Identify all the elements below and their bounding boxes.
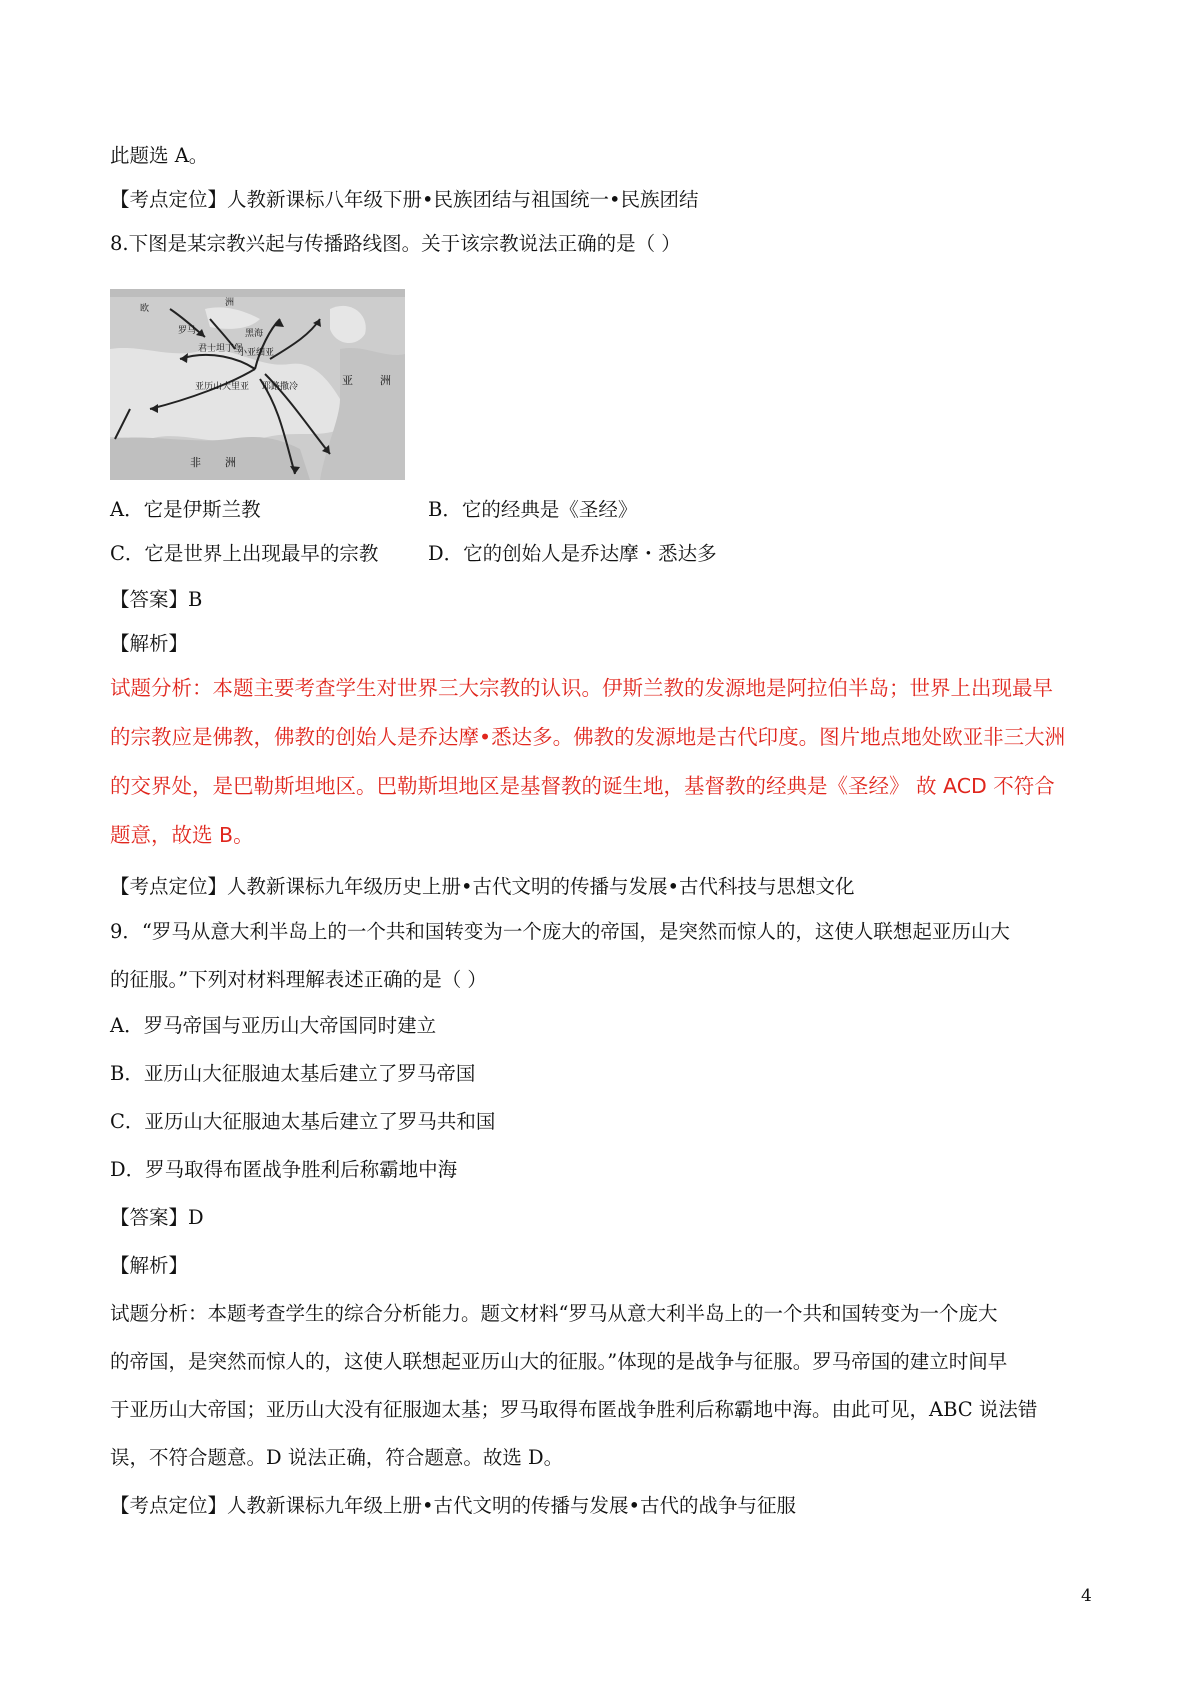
option-d: D．罗马取得布匿战争胜利后称霸地中海 <box>110 1158 458 1181</box>
religion-spread-map <box>110 289 405 480</box>
analysis-text: 题意，故选 B。 <box>110 823 254 847</box>
map-label-asia-minor: 小亚细亚 <box>238 348 275 358</box>
map-label-zhou: 洲 <box>225 298 235 308</box>
option-b: B．亚历山大征服迪太基后建立了罗马帝国 <box>110 1062 476 1085</box>
map-label-heihai: 黑海 <box>245 329 264 339</box>
analysis-text: 试题分析：本题主要考查学生对世界三大宗教的认识。伊斯兰教的发源地是阿拉伯半岛；世界上出现最早 <box>110 676 1053 700</box>
option-b: B．它的经典是《圣经》 <box>428 498 638 521</box>
map-label-ya: 亚 <box>342 374 353 387</box>
analysis-label: 【解析】 <box>110 632 189 655</box>
analysis-text: 误，不符合题意。D 说法正确，符合题意。故选 D。 <box>110 1446 564 1469</box>
map-label-constantinople: 君士坦丁堡 <box>198 344 244 354</box>
option-a: A．它是伊斯兰教 <box>110 498 261 521</box>
question-8: 8.下图是某宗教兴起与传播路线图。关于该宗教说法正确的是（ ） <box>110 232 681 255</box>
kaodian-line: 【考点定位】人教新课标九年级上册•古代文明的传播与发展•古代的战争与征服 <box>110 1494 797 1517</box>
option-c: C．它是世界上出现最早的宗教 <box>110 542 379 565</box>
kaodian-line: 【考点定位】人教新课标九年级历史上册•古代文明的传播与发展•古代科技与思想文化 <box>110 875 855 898</box>
analysis-text: 于亚历山大帝国；亚历山大没有征服迦太基；罗马取得布匿战争胜利后称霸地中海。由此可见，ABC 说法错 <box>110 1398 1038 1421</box>
map-label-alexandria: 亚历山大里亚 <box>195 382 250 392</box>
analysis-text: 的宗教应是佛教，佛教的创始人是乔达摩•悉达多。佛教的发源地是古代印度。图片地点地处欧亚非三大洲 <box>110 725 1066 749</box>
page-number: 4 <box>1081 1586 1092 1606</box>
option-a: A．罗马帝国与亚历山大帝国同时建立 <box>110 1014 437 1037</box>
analysis-text: 的帝国，是突然而惊人的，这使人联想起亚历山大的征服。”体现的是战争与征服。罗马帝国的建立时间早 <box>110 1350 1008 1373</box>
answer-label: 【答案】D <box>110 1206 204 1229</box>
analysis-text: 的交界处，是巴勒斯坦地区。巴勒斯坦地区是基督教的诞生地，基督教的经典是《圣经》 故 ACD 不符合 <box>110 774 1055 798</box>
map-label-zhou: 洲 <box>380 374 391 387</box>
question-9: 的征服。”下列对材料理解表述正确的是（ ） <box>110 968 487 991</box>
map-label-ou: 欧 <box>140 304 150 314</box>
map-label-fei: 非 <box>190 456 201 469</box>
answer-label: 【答案】B <box>110 588 203 611</box>
map-label-luoma: 罗马 <box>178 326 197 336</box>
question-9: 9．“罗马从意大利半岛上的一个共和国转变为一个庞大的帝国，是突然而惊人的，这使人联想起亚历山大 <box>110 920 1010 943</box>
map-label-zhou: 洲 <box>225 456 236 469</box>
option-c: C．亚历山大征服迪太基后建立了罗马共和国 <box>110 1110 496 1133</box>
map-label-jerusalem: 耶路撒冷 <box>262 382 299 392</box>
option-row <box>110 496 638 524</box>
kaodian-line: 【考点定位】人教新课标八年级下册•民族团结与祖国统一•民族团结 <box>110 188 699 211</box>
option-row <box>110 540 717 568</box>
text-line: 此题选 A。 <box>110 144 209 167</box>
analysis-text: 试题分析：本题考查学生的综合分析能力。题文材料“罗马从意大利半岛上的一个共和国转变为一个庞大 <box>110 1302 998 1325</box>
analysis-label: 【解析】 <box>110 1254 189 1277</box>
option-d: D．它的创始人是乔达摩・悉达多 <box>428 542 717 565</box>
